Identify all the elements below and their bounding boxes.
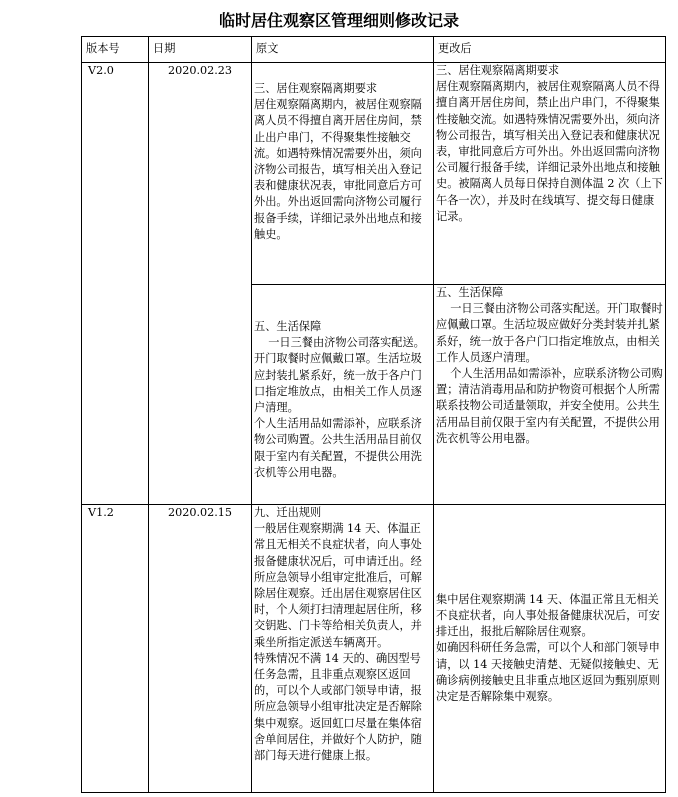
- table-row: [82, 63, 666, 285]
- version-cell: V1.2: [82, 505, 149, 793]
- header-date: 日期: [149, 37, 252, 63]
- header-revised: 更改后: [434, 37, 666, 63]
- date-cell: 2020.02.23: [149, 63, 252, 505]
- revision-table: [81, 36, 666, 793]
- revised-text: 集中居住观察期满 14 天、体温正常且无相关不良症状者，向人事处报备健康状况后，可安排迁出，报批后解除居住观察。 如确因科研任务急需，可以个人和部门领导申请，以 14 天接触史清楚、无疑似接触史、无确诊病例接触史且非重点地区返回为甄别原则决定是否解除集中观察。: [436, 592, 660, 703]
- revised-text-cell: [434, 63, 666, 285]
- original-text-cell: [252, 285, 434, 505]
- original-text: 九、迁出规则 一般居住观察期满 14 天、体温正常且无相关不良症状者，向人事处报备健康状况后，可申请迁出。经所应急领导小组审定批准后，可解除居住观察。迁出居住观察居住区时，个人须打扫清理起居住所，移交钥匙、门卡等给相关负责人，并乘坐所指定派送车辆离开。 特殊情况不满 14 天的、确因型号任务急需，且非重点观察区返回的，可以个人或部门领导申请，报所应急领导小组审批决定是否解除集中观察。返回虹口尽量在集体宿舍单间居住，并做好个人防护，随部门每天进行健康上报。: [254, 506, 422, 763]
- original-text-cell: [252, 505, 434, 793]
- header-original: 原文: [252, 37, 434, 63]
- table-row: [82, 505, 666, 793]
- revised-text-cell: [434, 505, 666, 793]
- table-header-row: [82, 37, 666, 63]
- version-cell: V2.0: [82, 63, 149, 505]
- original-text: 五、生活保障 一日三餐由济物公司落实配送。开门取餐时应佩戴口罩。生活垃圾应封装扎紧系好，统一放于各户门口指定堆放点，由相关工作人员逐户清理。 个人生活用品如需添补，应联系济物公司购置。公共生活用品目前仅限于室内有关配置，不提供公用洗衣机等公用电器。: [254, 320, 425, 479]
- header-version: 版本号: [82, 37, 149, 63]
- date-cell: 2020.02.15: [149, 505, 252, 793]
- page-title: 临时居住观察区管理细则修改记录: [218, 11, 459, 30]
- original-text-cell: [252, 63, 434, 285]
- original-text: 三、居住观察隔离期要求 居住观察隔离期内，被居住观察隔离人员不得擅自离开居住房间，禁止出户串门，不得聚集性接触交流。如遇特殊情况需要外出，须向济物公司报告，填写相关出入登记表和健康状况表，审批同意后方可外出。外出返回需向济物公司履行报备手续，详细记录外出地点和接触史。: [254, 82, 422, 241]
- revised-text: 三、居住观察隔离期要求 居住观察隔离期内，被居住观察隔离人员不得擅自离开居住房间，禁止出户串门，不得聚集性接触交流。如遇特殊情况需要外出，须向济物公司报告，填写相关出入登记表和健康状况表，审批同意后方可外出。外出返回需向济物公司履行报备手续，详细记录外出地点和接触史。被隔离人员每日保持自测体温 2 次（上下午各一次），并及时在线填写、提交每日健康记录。: [436, 64, 663, 223]
- revised-text: 五、生活保障 一日三餐由济物公司落实配送。开门取餐时应佩戴口罩。生活垃圾应做好分类封装并扎紧系好，统一放于各户门口指定堆放点，由相关工作人员逐户清理。 个人生活用品如需添补，应联系济物公司购置；清洁消毒用品和防护物资可根据个人所需联系技物公司适量领取，并安全使用。公共生活用品目前仅限于室内有关配置，不提供公用洗衣机等公用电器。: [436, 286, 663, 445]
- revised-text-cell: [434, 285, 666, 505]
